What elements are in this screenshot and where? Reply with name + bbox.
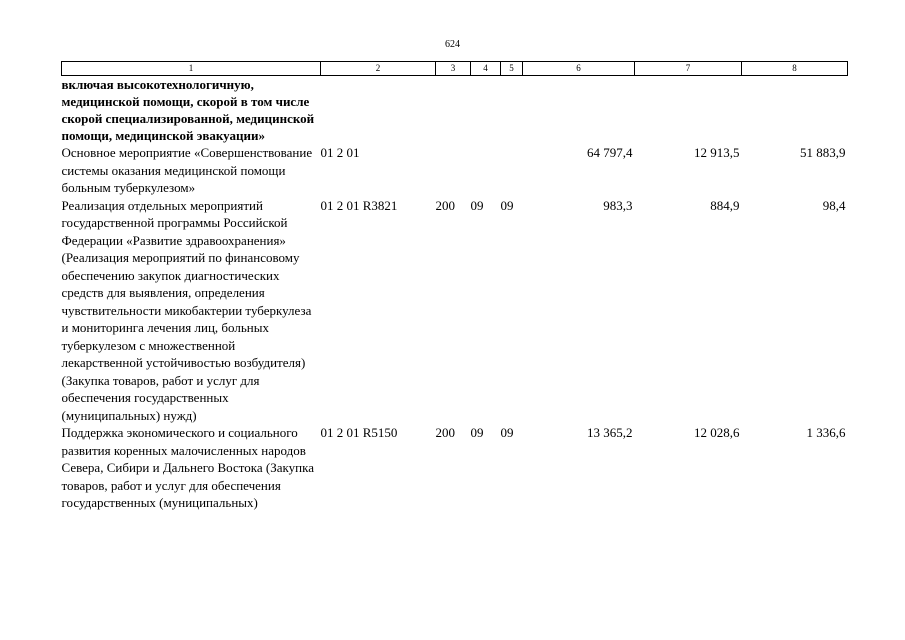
header-row [62, 62, 848, 76]
row-sum-2: 12 028,6 [694, 425, 740, 440]
header-col-7: 7 [635, 62, 742, 76]
row-pr [501, 76, 523, 145]
row-sum-total [523, 76, 635, 145]
row-pr [501, 144, 523, 197]
row-code: 01 2 01 R5150 [320, 425, 398, 440]
row-pr: 09 [500, 197, 514, 213]
row-name: Реализация отдельных мероприятий государственной программы Российской Федерации «Развитие здравоохранения» (Реализация мероприятий по финансовому обеспечению закупок диагностических средств для выявления, определения чувствительности микобактерии туберкулеза и мониторинга лечения лиц, больных туберкулезом с множественной лекарственной устойчивостью возбудителя) (Закупка товаров, работ и услуг для обеспечения государственных (муниципальных) нужд) [61, 197, 312, 423]
row-code [321, 76, 436, 145]
header-col-6: 6 [523, 62, 635, 76]
row-vr [436, 76, 471, 145]
header-col-3: 3 [436, 62, 471, 76]
table-row [62, 76, 848, 145]
row-name: включая высокотехнологичную, медицинской помощи, скорой в том числе скорой специализированной, медицинской помощи, медицинской эвакуации» [61, 77, 315, 143]
row-sum-total: 983,3 [603, 197, 633, 213]
row-sum-3: 98,4 [822, 197, 846, 213]
header-col-1: 1 [62, 62, 321, 76]
row-sum-3: 51 883,9 [800, 145, 846, 160]
row-rz [471, 144, 501, 197]
row-sum-3: 1 336,6 [806, 425, 846, 440]
row-rz: 09 [470, 425, 484, 440]
table-row [62, 424, 848, 512]
row-vr: 200 [435, 197, 455, 213]
row-sum-3 [742, 76, 848, 145]
row-rz: 09 [470, 197, 484, 213]
row-sum-2 [635, 76, 742, 145]
row-code: 01 2 01 [320, 145, 360, 160]
row-pr: 09 [500, 425, 514, 440]
row-rz [471, 76, 501, 145]
budget-table [61, 61, 848, 512]
table-row [62, 144, 848, 197]
table-row [62, 197, 848, 425]
row-sum-2: 884,9 [710, 197, 740, 213]
row-name: Основное мероприятие «Совершенствование системы оказания медицинской помощи больным туберкулезом» [61, 145, 313, 195]
row-sum-total: 13 365,2 [587, 425, 633, 440]
row-name: Поддержка экономического и социального развития коренных малочисленных народов Севера, Сибири и Дальнего Востока (Закупка товаров, работ и услуг для обеспечения государственных (муниципальных) [61, 425, 314, 510]
page-number: 624 [445, 39, 460, 50]
header-col-8: 8 [742, 62, 848, 76]
row-sum-total: 64 797,4 [587, 145, 633, 160]
row-vr [436, 144, 471, 197]
row-vr: 200 [435, 425, 455, 440]
header-col-5: 5 [501, 62, 523, 76]
header-col-4: 4 [471, 62, 501, 76]
table-body [62, 76, 848, 512]
row-code: 01 2 01 R3821 [320, 197, 398, 213]
table-header [62, 62, 848, 76]
row-sum-2: 12 913,5 [694, 145, 740, 160]
header-col-2: 2 [321, 62, 436, 76]
